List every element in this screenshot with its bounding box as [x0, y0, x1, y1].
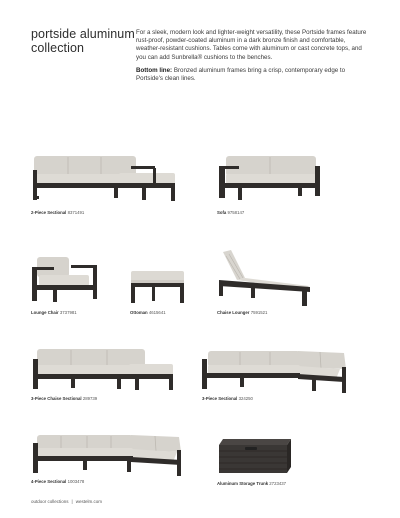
caption-ottoman [130, 310, 166, 315]
caption-3-piece-chaise-sectional [31, 396, 97, 401]
ottoman-image [130, 270, 186, 310]
sofa-image [218, 152, 323, 212]
product-sku: 1003478 [67, 479, 85, 484]
bottom-line-paragraph [136, 67, 368, 83]
product-name: Sofa [217, 210, 227, 215]
product-name: 2-Piece Sectional [31, 210, 67, 215]
caption-2-piece-sectional [31, 210, 84, 215]
product-sku: 3737981 [59, 310, 77, 315]
bottom-line-label: Bottom line: [136, 66, 173, 74]
product-sku: 7591521 [250, 310, 268, 315]
intro-text [136, 29, 368, 88]
product-name: Ottoman [130, 310, 148, 315]
2-piece-sectional-image [31, 152, 181, 212]
product-name: Chaise Lounger [217, 310, 250, 315]
product-name: 4-Piece Sectional [31, 479, 67, 484]
product-name: Aluminum Storage Trunk [217, 481, 269, 486]
caption-chaise-lounger [217, 310, 267, 315]
product-sku: 289739 [82, 396, 98, 401]
product-sku: 2723437 [269, 481, 287, 486]
page-footer [31, 499, 102, 504]
4-piece-sectional-image [31, 432, 186, 477]
caption-sofa [217, 210, 244, 215]
product-sku: 4615641 [148, 310, 166, 315]
caption-lounge-chair [31, 310, 77, 315]
footer-section: outdoor collections [31, 499, 69, 504]
lounge-chair-image [31, 255, 101, 310]
chaise-lounger-image [215, 250, 315, 308]
product-name: Lounge Chair [31, 310, 59, 315]
footer-separator: | [71, 499, 73, 504]
product-sku: 9758147 [227, 210, 245, 215]
collection-title [31, 27, 141, 55]
product-sku: 8371491 [67, 210, 85, 215]
collection-title-line2: collection [31, 41, 85, 55]
product-name: 3-Piece Chaise Sectional [31, 396, 82, 401]
intro-paragraph: For a sleek, modern look and lighter-weight versatility, these Portside frames feature rust-proof, powder-coated aluminum in a dark bronze finish and comfortable, weather-resistant cushions. Tables come with aluminum or cast concrete tops, and you can add Sunbrella® cushions to the benches. [136, 29, 367, 61]
storage-trunk-image [215, 437, 293, 477]
caption-4-piece-sectional [31, 479, 84, 484]
footer-site-link[interactable]: westelm.com [75, 499, 102, 504]
bottom-line-text: Bronzed aluminum frames bring a crisp, contemporary edge to Portside's clean lines. [136, 66, 346, 83]
3-piece-sectional-image [200, 347, 350, 395]
collection-title-line1: portside aluminum [31, 27, 135, 41]
product-sku: 324250 [238, 396, 253, 401]
3-piece-chaise-sectional-image [31, 347, 176, 395]
caption-storage-trunk [217, 481, 286, 486]
caption-3-piece-sectional [202, 396, 253, 401]
product-name: 3-Piece Sectional [202, 396, 238, 401]
